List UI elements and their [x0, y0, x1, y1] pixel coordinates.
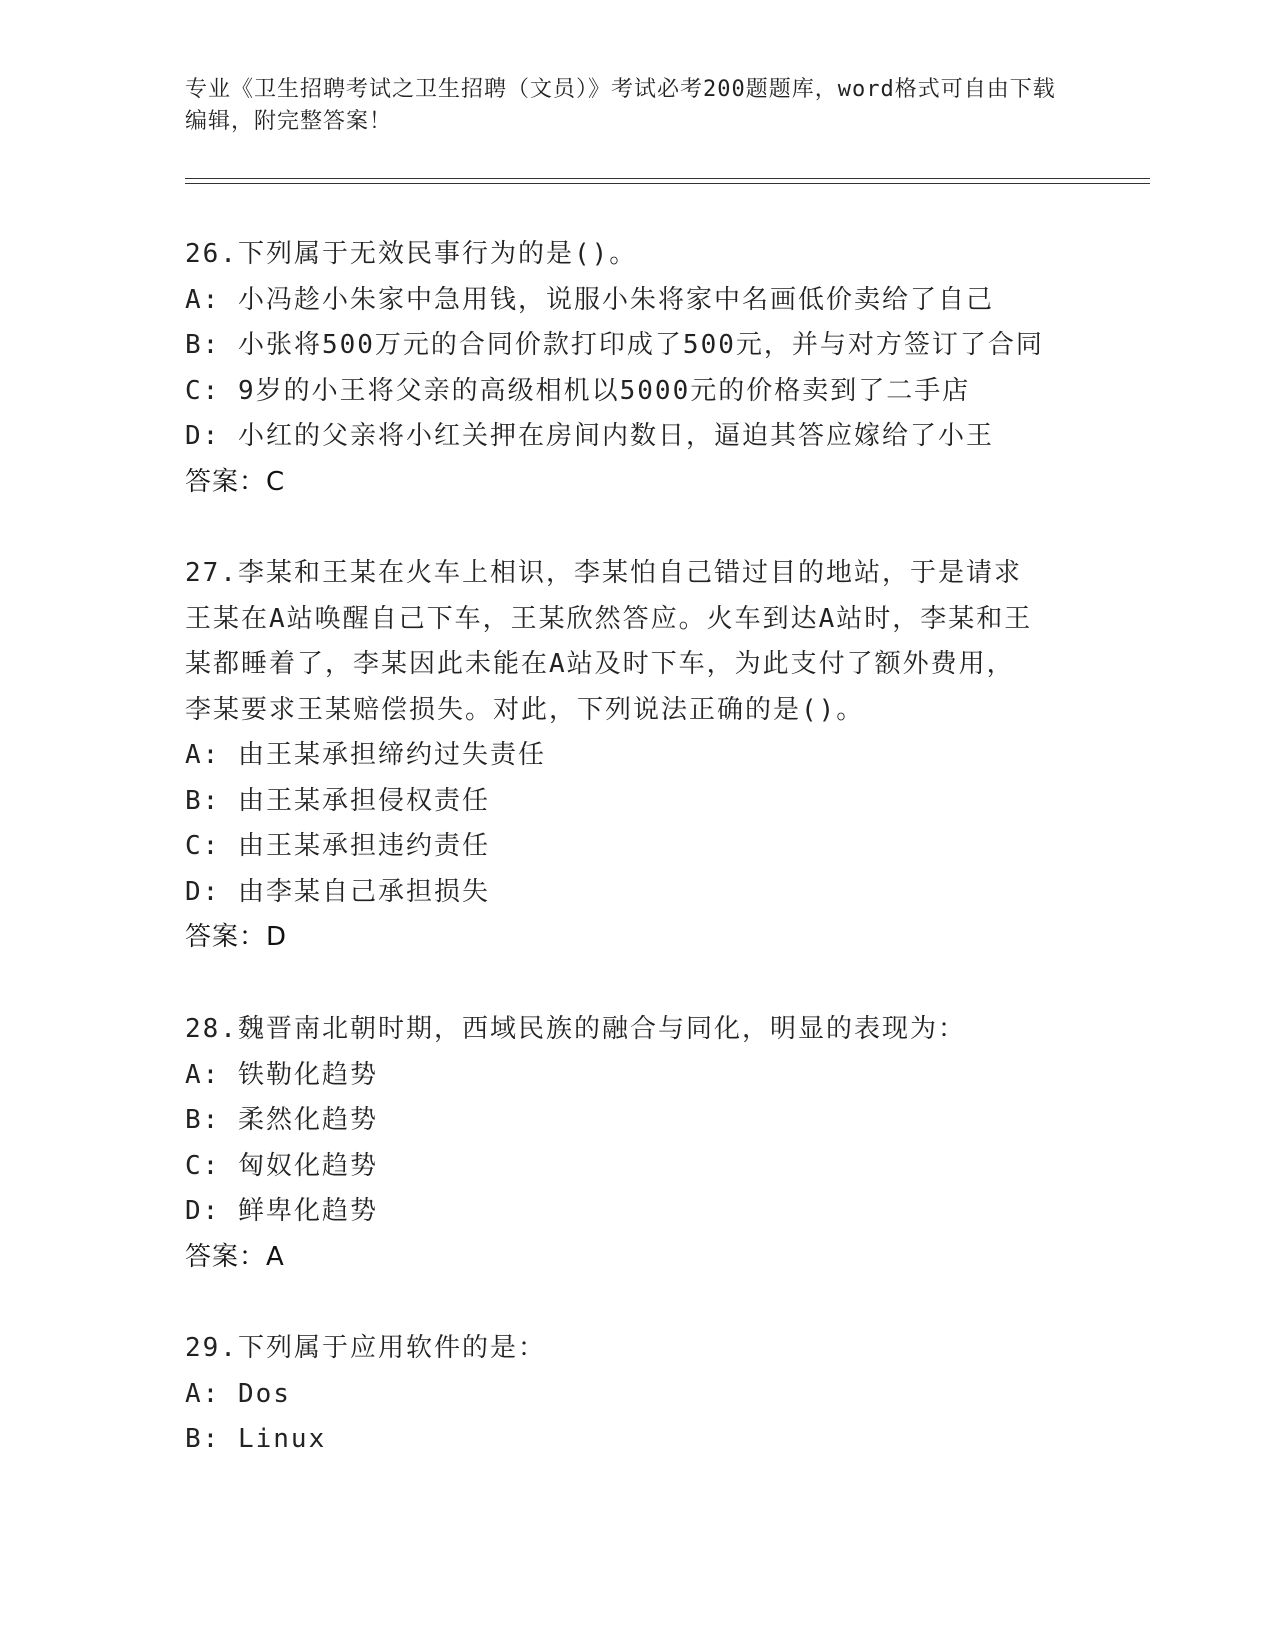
option-a: A: 由王某承担缔约过失责任: [185, 740, 546, 770]
header-divider-top: [185, 178, 1150, 179]
option-d: D: 鲜卑化趋势: [185, 1196, 378, 1226]
question-28: [185, 1007, 1085, 1280]
question-stem: 28.魏晋南北朝时期，西域民族的融合与同化，明显的表现为：: [185, 1014, 966, 1044]
option-d: D: 小红的父亲将小红关押在房间内数日，逼迫其答应嫁给了小王: [185, 421, 994, 451]
option-a: A: Dos: [185, 1378, 291, 1409]
option-a: A: 铁勒化趋势: [185, 1059, 378, 1090]
header-divider-bottom: [185, 183, 1150, 184]
option-c: C: 匈奴化趋势: [185, 1150, 378, 1181]
document-header: 专业《卫生招聘考试之卫生招聘（文员）》考试必考200题题库，word格式可自由下载编辑，附完整答案！: [185, 77, 1056, 134]
option-a: A: 小冯趁小朱家中急用钱，说服小朱将家中名画低价卖给了自己: [185, 284, 994, 315]
question-stem: 29.下列属于应用软件的是：: [185, 1333, 546, 1363]
option-b: B: 小张将500万元的合同价款打印成了500元，并与对方签订了合同: [185, 330, 1044, 360]
question-stem: 26.下列属于无效民事行为的是()。: [185, 239, 638, 269]
question-stem: 27.李某和王某在火车上相识，李某怕自己错过目的地站，于是请求王某在A站唤醒自己下车，王某欣然答应。火车到达A站时，李某和王某都睡着了，李某因此未能在A站及时下车，为此支付了额外费用，李某要求王某赔偿损失。对此，下列说法正确的是()。: [185, 558, 1033, 725]
question-27: [185, 551, 1085, 961]
answer: 答案：D: [185, 922, 288, 952]
answer: 答案：C: [185, 466, 286, 497]
option-b: B: Linux: [185, 1424, 327, 1454]
question-29: [185, 1326, 1085, 1463]
answer: 答案：A: [185, 1241, 285, 1272]
option-b: B: 由王某承担侵权责任: [185, 785, 490, 816]
question-26: [185, 232, 1085, 505]
option-c: C: 9岁的小王将父亲的高级相机以5000元的价格卖到了二手店: [185, 375, 971, 406]
option-b: B: 柔然化趋势: [185, 1105, 378, 1135]
option-d: D: 由李某自己承担损失: [185, 876, 490, 907]
option-c: C: 由王某承担违约责任: [185, 831, 490, 861]
